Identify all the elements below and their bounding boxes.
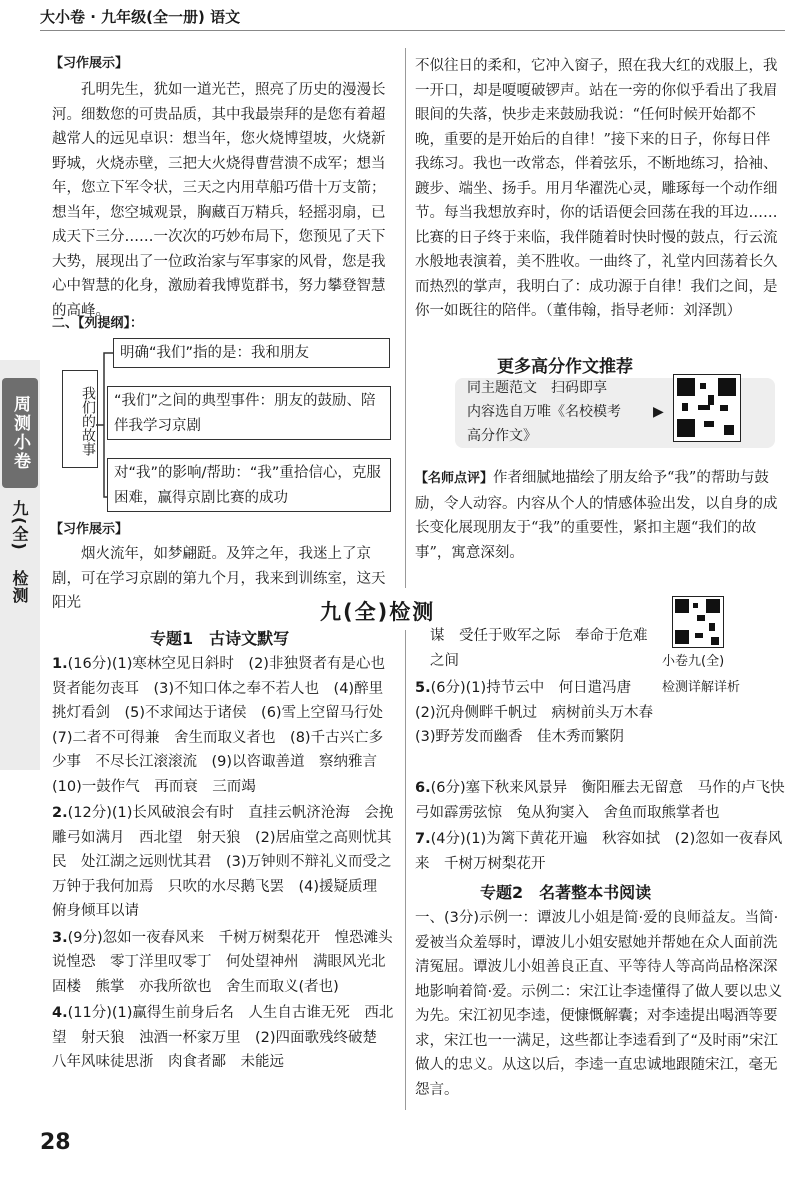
page-number: 28 (40, 1130, 71, 1155)
topic-1-title: 专题1 古诗文默写 (150, 629, 290, 648)
outline-item-2-box (107, 386, 391, 440)
promo-arrow-icon: ▶ (653, 404, 664, 420)
promo-line-1: 同主题范文 扫码即享 (467, 380, 607, 396)
answers-right-list (415, 676, 668, 752)
answers-right-list-2 (415, 776, 800, 876)
answer-item: 7.(4分)(1)为篱下黄花开遍 秋容如拭 (2)忽如一夜春风来 千树万树梨花开 (415, 831, 783, 872)
topic-2-answer: 一、(3分)示例一：谭波儿小姐是简·爱的良师益友。当简·爱被当众羞辱时，谭波儿小姐安慰她并帮她在众人面前洗清冤屈。谭波儿小姐善良正直、平等待人等高尚品格深深地影响着简·爱。示例二：宋江让李逵懂得了做人要以忠义为先。宋江初见李逵，便慷慨解囊；对李逵提出喝酒等要求，宋江也一一满足，这些都让李逵看到了“及时雨”宋江做人的忠义。从这以后，李逵一直忠诚地跟随宋江，毫无怨言。 (415, 910, 783, 1098)
answer-item: 3.(9分)忽如一夜春风来 千树万树梨花开 惶恐滩头说惶恐 零丁洋里叹零丁 何处望神州 满眼风光北固楼 熊掌 亦我所欲也 舍生而取义(者也) (52, 929, 393, 995)
answer-item: 6.(6分)塞下秋来风景异 衡阳雁去无留意 马作的卢飞快 弓如霹雳弦惊 兔从狗窦入 舍鱼而取熊掌者也 (415, 780, 800, 821)
answer-item: 2.(12分)(1)长风破浪会有时 直挂云帆济沧海 会挽雕弓如满月 西北望 射天狼 (2)居庙堂之高则忧其民 处江湖之远则忧其君 (3)万钟则不辩礼义而受之 万钟于我何加焉 只吹的水尽鹅飞罢 (4)援疑质理 俯身倾耳以请 (52, 805, 407, 919)
essay-continued-text: 不似往日的柔和，它冲入窗子，照在我大红的戏服上，我一开口，却是嗄嗄破锣声。站在一旁的你似乎看出了我眉眼间的失落，快步走来鼓励我说：“任何时候开始都不晚，重要的是开始后的自律！”接下来的日子，你每日伴我练习。我也一改常态，伴着弦乐，不断地练习，拾袖、踱步、端坐、扬手。用月华濯洗心灵，雕琢每一个动作细节。每当我想放弃时，你的话语便会回荡在我的耳边……比赛的日子终于来临，我伴随着时快时慢的鼓点，行云流水般地表演着，美不胜收。一曲终了，礼堂内回荡着长久而热烈的掌声，我明白了：成功源于自律！我们之间，是你一如既往的陪伴。 (415, 58, 778, 319)
answer-item: 5.(6分)(1)持节云中 何日遣冯唐 (2)沉舟侧畔千帆过 病树前头万木春 (3)野芳发而幽香 佳木秀而繁阴 (415, 680, 668, 745)
answers-left-list (52, 652, 407, 1075)
header-divider (40, 30, 785, 31)
header-title: 大小卷 · 九年级(全一册) 语文 (40, 8, 241, 26)
outline-item-1-box (113, 338, 390, 368)
answer-item: 4.(11分)(1)赢得生前身后名 人生自古谁无死 西北望 射天狼 浊酒一杯家万里 (2)四面歌残终破楚 八年风味徒思浙 肉食者鄙 未能远 (52, 1005, 394, 1070)
column-divider-bottom (405, 630, 406, 1110)
column-divider-top (405, 48, 406, 588)
essay-paragraph-2: 烟火流年，如梦翩跹。及笄之年，我迷上了京剧，可在学习京剧的第九个月，我来到训练室，这天阳光 (52, 546, 386, 611)
comment-text: 作者细腻地描绘了朋友给予“我”的帮助与鼓励，令人动容。内容从个人的情感体验出发，以自身的成长变化展现朋友于“我”的重要性，紧扣主题“我们的故事”，寓意深刻。 (415, 470, 778, 561)
side-tab-label: 周测小卷 (2, 378, 38, 488)
essay-signature: （董伟翰，指导老师：刘泽凯） (545, 303, 742, 319)
side-label-test: 检测 (10, 570, 29, 604)
qr-label: 小卷九(全) (662, 654, 725, 669)
promo-qr-code-icon[interactable] (673, 374, 741, 442)
outline-item-2: “我们”之间的典型事件：朋友的鼓励、陪伴我学习京剧 (114, 393, 376, 434)
side-label-grade: 九(全) (10, 500, 29, 551)
answer-4-continued: 谋 受任于败军之际 奉命于危难之间 (430, 628, 648, 669)
essay-continued (415, 54, 780, 324)
answer-item: 1.(16分)(1)寒林空见日斜时 (2)非独贤者有是心也 贤者能勿丧耳 (3)不知口体之奉不若人也 (4)醉里挑灯看剑 (5)不求闻达于诸侯 (6)雪上空留马行处 (7)二者不可得兼 舍生而取义者也 (8)千古兴亡多少事 不尽长江滚滚流 (9)以咨诹善道 察纳雅言 (10)一鼓作气 再而衰 三而竭 (52, 656, 400, 795)
qr-caption: 检测详解详析 (662, 680, 741, 695)
teacher-comment (415, 466, 780, 565)
topic-2-title: 专题2 名著整本书阅读 (480, 883, 652, 902)
promo-line-2: 内容选自万唯《名校模考 (467, 404, 621, 420)
section-tag-essay: 【习作展示】 (50, 56, 129, 71)
outline-center: 我们的故事 (62, 370, 98, 468)
essay-paragraph-1: 孔明先生，犹如一道光芒，照亮了历史的漫漫长河。细数您的可贵品质，其中我最崇拜的是您有着超越常人的远见卓识：想当年，您火烧博望坡，火烧新野城，火烧赤壁，三把大火烧得曹营溃不成军；想当年，您立下军令状，三天之内用草船巧借十万支箭；想当年，您空城观景，胸藏百万精兵，轻摇羽扇，已成天下三分……一次次的巧妙布局下，您预见了天下大势，展现出了一位政治家与军事家的风骨，您是我心中智慧的化身，激励着我博览群书，努力攀登智慧的高峰。 (52, 82, 386, 319)
comment-tag: 【名师点评】 (415, 471, 494, 486)
section-tag-essay-2: 【习作展示】 (50, 522, 129, 537)
promo-line-3: 高分作文》 (467, 428, 537, 444)
main-title: 九(全)检测 (320, 600, 436, 624)
answer-qr-code-icon[interactable] (672, 596, 724, 648)
promo-box (455, 352, 775, 452)
outline-item-1: 明确“我们”指的是：我和朋友 (120, 345, 310, 361)
outline-item-3: 对“我”的影响/帮助：“我”重拾信心，克服困难，赢得京剧比赛的成功 (114, 465, 381, 506)
outline-item-3-box (107, 458, 391, 512)
promo-title: 更多高分作文推荐 (497, 357, 633, 377)
outline-tag: 二、【列提纲】： (52, 316, 144, 331)
